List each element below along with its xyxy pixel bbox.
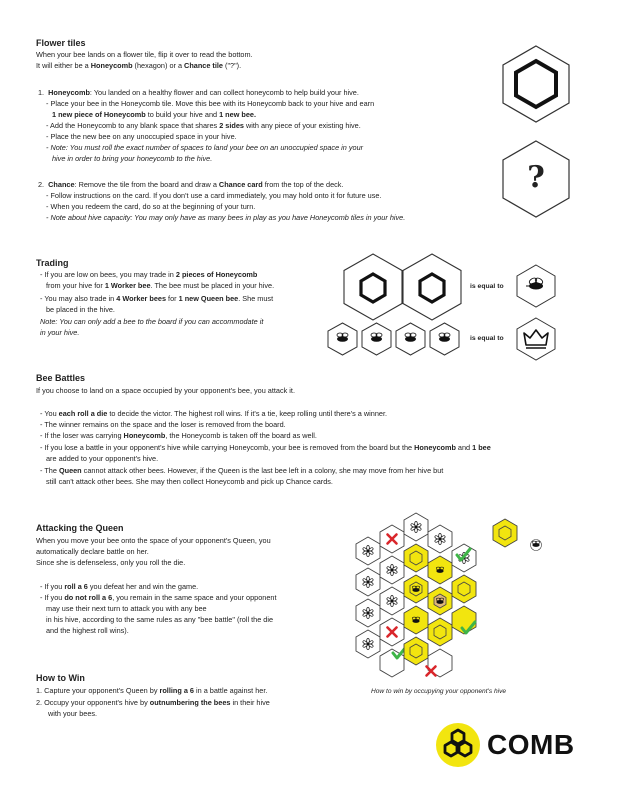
- battles-line-5: are added to your opponent's hive.: [46, 454, 159, 463]
- hive-cell-yellow: [404, 544, 428, 572]
- honeycomb-item: 1. Honeycomb: You landed on a healthy flower and can collect honeycomb to help build your hive.: [38, 88, 359, 97]
- battles-line-2: - The winner remains on the space and the loser is removed from the board.: [40, 420, 286, 429]
- trade-bee-hex-1: [326, 322, 359, 356]
- trading-note-1: Note: You can only add a bee to the board if you can accommodate it: [40, 317, 264, 326]
- hive-cell-yellow: [404, 575, 428, 603]
- honeycomb-line-2: 1 new piece of Honeycomb to build your hive and 1 new bee.: [52, 110, 256, 119]
- hive-cell-flower: [356, 630, 380, 658]
- how-to-win-heading: How to Win: [36, 673, 85, 683]
- win-line-3: with your bees.: [48, 709, 98, 718]
- win-line-2: 2. Occupy your opponent's hive by outnumbering the bees in their hive: [36, 698, 270, 707]
- win-line-1: 1. Capture your opponent's Queen by rolling a 6 in a battle against her.: [36, 686, 268, 695]
- honeycomb-note-1: - Note: You must roll the exact number of spaces to land your bee on an unoccupied space in your: [46, 143, 364, 152]
- loose-honeycomb-tile: [493, 519, 517, 547]
- hive-diagram-caption: How to win by occupying your opponent's hive: [371, 688, 507, 695]
- honeycomb-line-1: - Place your bee in the Honeycomb tile. Move this bee with its Honeycomb back to your hive and earn: [46, 99, 375, 108]
- battles-line-7: still can't attack other bees. She may then collect Honeycomb and pick up Chance cards.: [46, 477, 333, 486]
- queen-crown-hex-icon: [514, 317, 558, 361]
- flower-intro-1: When your bee lands on a flower tile, flip it over to read the bottom.: [36, 50, 253, 59]
- hive-cell-yellow: [452, 606, 476, 634]
- trading-line-3: - You may also trade in 4 Worker bees for 1 new Queen bee. She must: [40, 294, 274, 303]
- hive-cell-flower: [380, 556, 404, 584]
- chance-line-2: - When you redeem the card, do so at the beginning of your turn.: [46, 202, 256, 211]
- comb-logo-icon: [435, 722, 481, 768]
- queen-line-3: Since she is defenseless, only you roll the die.: [36, 558, 186, 567]
- hive-cell-yellow: [452, 575, 476, 603]
- loose-bee: [531, 540, 542, 551]
- hive-cell-yellow: [428, 618, 452, 646]
- attacking-queen-heading: Attacking the Queen: [36, 523, 124, 533]
- trading-line-2: from your hive for 1 Worker bee. The bee must be placed in your hive.: [46, 281, 275, 290]
- trade-honeycomb-icon-2: [397, 252, 467, 322]
- chance-question-mark: ?: [527, 160, 545, 195]
- worker-bee-hex-icon: [514, 264, 558, 308]
- queen-line-6: may use their next turn to attack you with any bee: [46, 604, 207, 613]
- trading-heading: Trading: [36, 258, 69, 268]
- honeycomb-line-4: - Place the new bee on any unoccupied space in your hive.: [46, 132, 237, 141]
- is-equal-to-label-2: is equal to: [470, 335, 504, 342]
- trade-bee-hex-2: [360, 322, 393, 356]
- hive-cell-flower: [356, 568, 380, 596]
- hive-cell-yellow: [428, 556, 452, 584]
- hive-cell-flower: [428, 525, 452, 553]
- honeycomb-line-3: - Add the Honeycomb to any blank space that shares 2 sides with any piece of your existing hive.: [46, 121, 361, 130]
- hive-cell-flower: [356, 599, 380, 627]
- trading-line-4: be placed in the hive.: [46, 305, 115, 314]
- hive-cell-check: [380, 647, 406, 677]
- trading-note-2: in your hive.: [40, 328, 80, 337]
- hive-cell-flower: [404, 513, 428, 541]
- hive-cell-yellow: [428, 587, 452, 615]
- hive-cell-yellow: [404, 606, 428, 634]
- flower-tiles-heading: Flower tiles: [36, 38, 86, 48]
- hive-cell-cross: [380, 618, 404, 646]
- queen-line-4: - If you roll a 6 you defeat her and win the game.: [40, 582, 199, 591]
- trade-bee-hex-3: [394, 322, 427, 356]
- battles-intro: If you choose to land on a space occupied by your opponent's bee, you attack it.: [36, 386, 295, 395]
- queen-line-1: When you move your bee onto the space of your opponent's Queen, you: [36, 536, 271, 545]
- chance-item: 2. Chance: Remove the tile from the board and draw a Chance card from the top of the deck.: [38, 180, 344, 189]
- is-equal-to-label-1: is equal to: [470, 283, 504, 290]
- comb-logo-text: COMB: [487, 729, 575, 760]
- trade-bee-hex-4: [428, 322, 461, 356]
- flower-intro-2: It will either be a Honeycomb (hexagon) or a Chance tile ("?").: [36, 61, 242, 70]
- hive-cell-cross: [380, 525, 404, 553]
- chance-line-1: - Follow instructions on the card. If you don't use a card immediately, you may hold onto it for future use.: [46, 191, 382, 200]
- battles-line-4: - If you lose a battle in your opponent's hive while carrying Honeycomb, your bee is removed from the board but the Honeycomb and 1 bee: [40, 443, 491, 452]
- honeycomb-tile-icon: [496, 44, 576, 124]
- battles-line-1: - You each roll a die to decide the victor. The highest roll wins. If it's a tie, keep rolling until there's a winner.: [40, 409, 388, 418]
- queen-line-7: in his hive, according to the same rules as any "bee battle" (roll the die: [46, 615, 274, 624]
- hive-diagram: [345, 505, 580, 685]
- trading-line-1: - If you are low on bees, you may trade in 2 pieces of Honeycomb: [40, 270, 258, 279]
- queen-line-2: automatically declare battle on her.: [36, 547, 149, 556]
- bee-battles-heading: Bee Battles: [36, 373, 86, 383]
- queen-line-8: and the highest roll wins).: [46, 626, 129, 635]
- hive-cell-flower: [380, 587, 404, 615]
- chance-line-3: - Note about hive capacity: You may only have as many bees in play as you have Honeycomb tiles in your hive.: [46, 213, 406, 222]
- battles-line-3: - If the loser was carrying Honeycomb, the Honeycomb is taken off the board as well.: [40, 431, 317, 440]
- queen-line-5: - If you do not roll a 6, you remain in the same space and your opponent: [40, 593, 277, 602]
- hive-cell-yellow: [404, 637, 428, 665]
- hive-cell-flower: [356, 537, 380, 565]
- honeycomb-note-2: hive in order to bring your honeycomb to the hive.: [52, 154, 213, 163]
- battles-line-6: - The Queen cannot attack other bees. However, if the Queen is the last bee left in a colony, she may move from her hive but: [40, 466, 444, 475]
